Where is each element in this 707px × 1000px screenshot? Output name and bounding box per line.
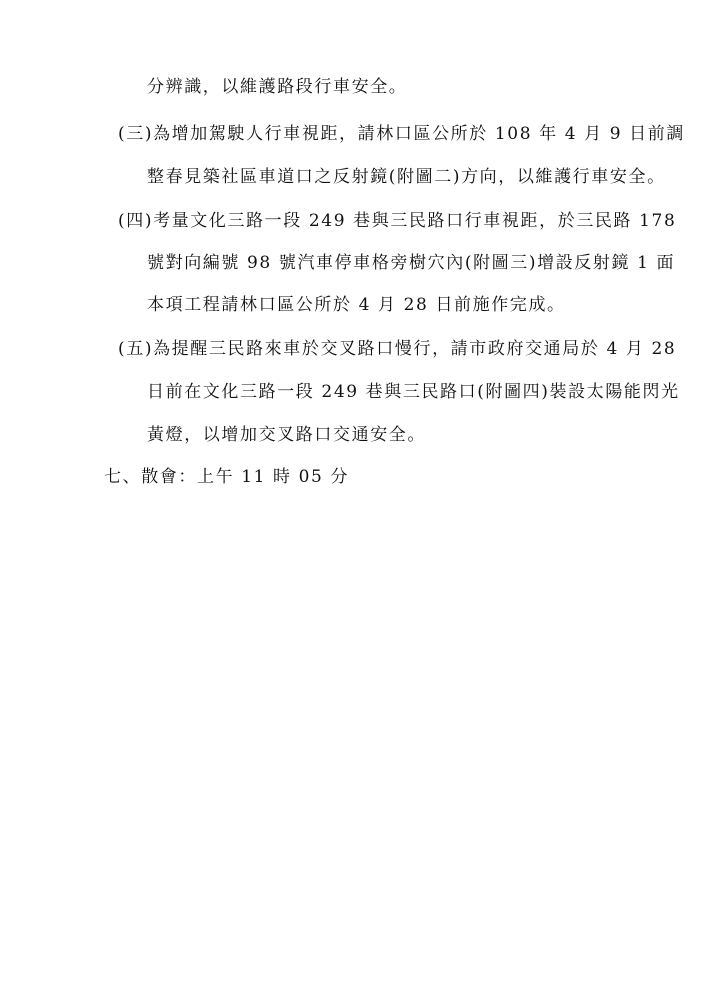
item-5-line-1: (五)為提醒三民路來車於交叉路口慢行，請市政府交通局於 4 月 28 [118,339,677,359]
item-5-line-3: 黃燈，以增加交叉路口交通安全。 [147,425,426,445]
item-3-line-1: (三)為增加駕駛人行車視距，請林口區公所於 108 年 4 月 9 日前調 [118,124,685,144]
item-4-line-1: (四)考量文化三路一段 249 巷與三民路口行車視距，於三民路 178 [118,211,677,231]
section-7-adjournment: 七、散會：上午 11 時 05 分 [104,467,350,487]
item-4-line-2: 號對向編號 98 號汽車停車格旁樹穴內(附圖三)增設反射鏡 1 面 [147,253,676,273]
text-line-continuation: 分辨識，以維護路段行車安全。 [147,77,408,97]
item-4-line-3: 本項工程請林口區公所於 4 月 28 日前施作完成。 [147,295,566,315]
item-5-line-2: 日前在文化三路一段 249 巷與三民路口(附圖四)裝設太陽能閃光 [147,382,680,402]
item-3-line-2: 整春見築社區車道口之反射鏡(附圖二)方向，以維護行車安全。 [147,167,666,187]
